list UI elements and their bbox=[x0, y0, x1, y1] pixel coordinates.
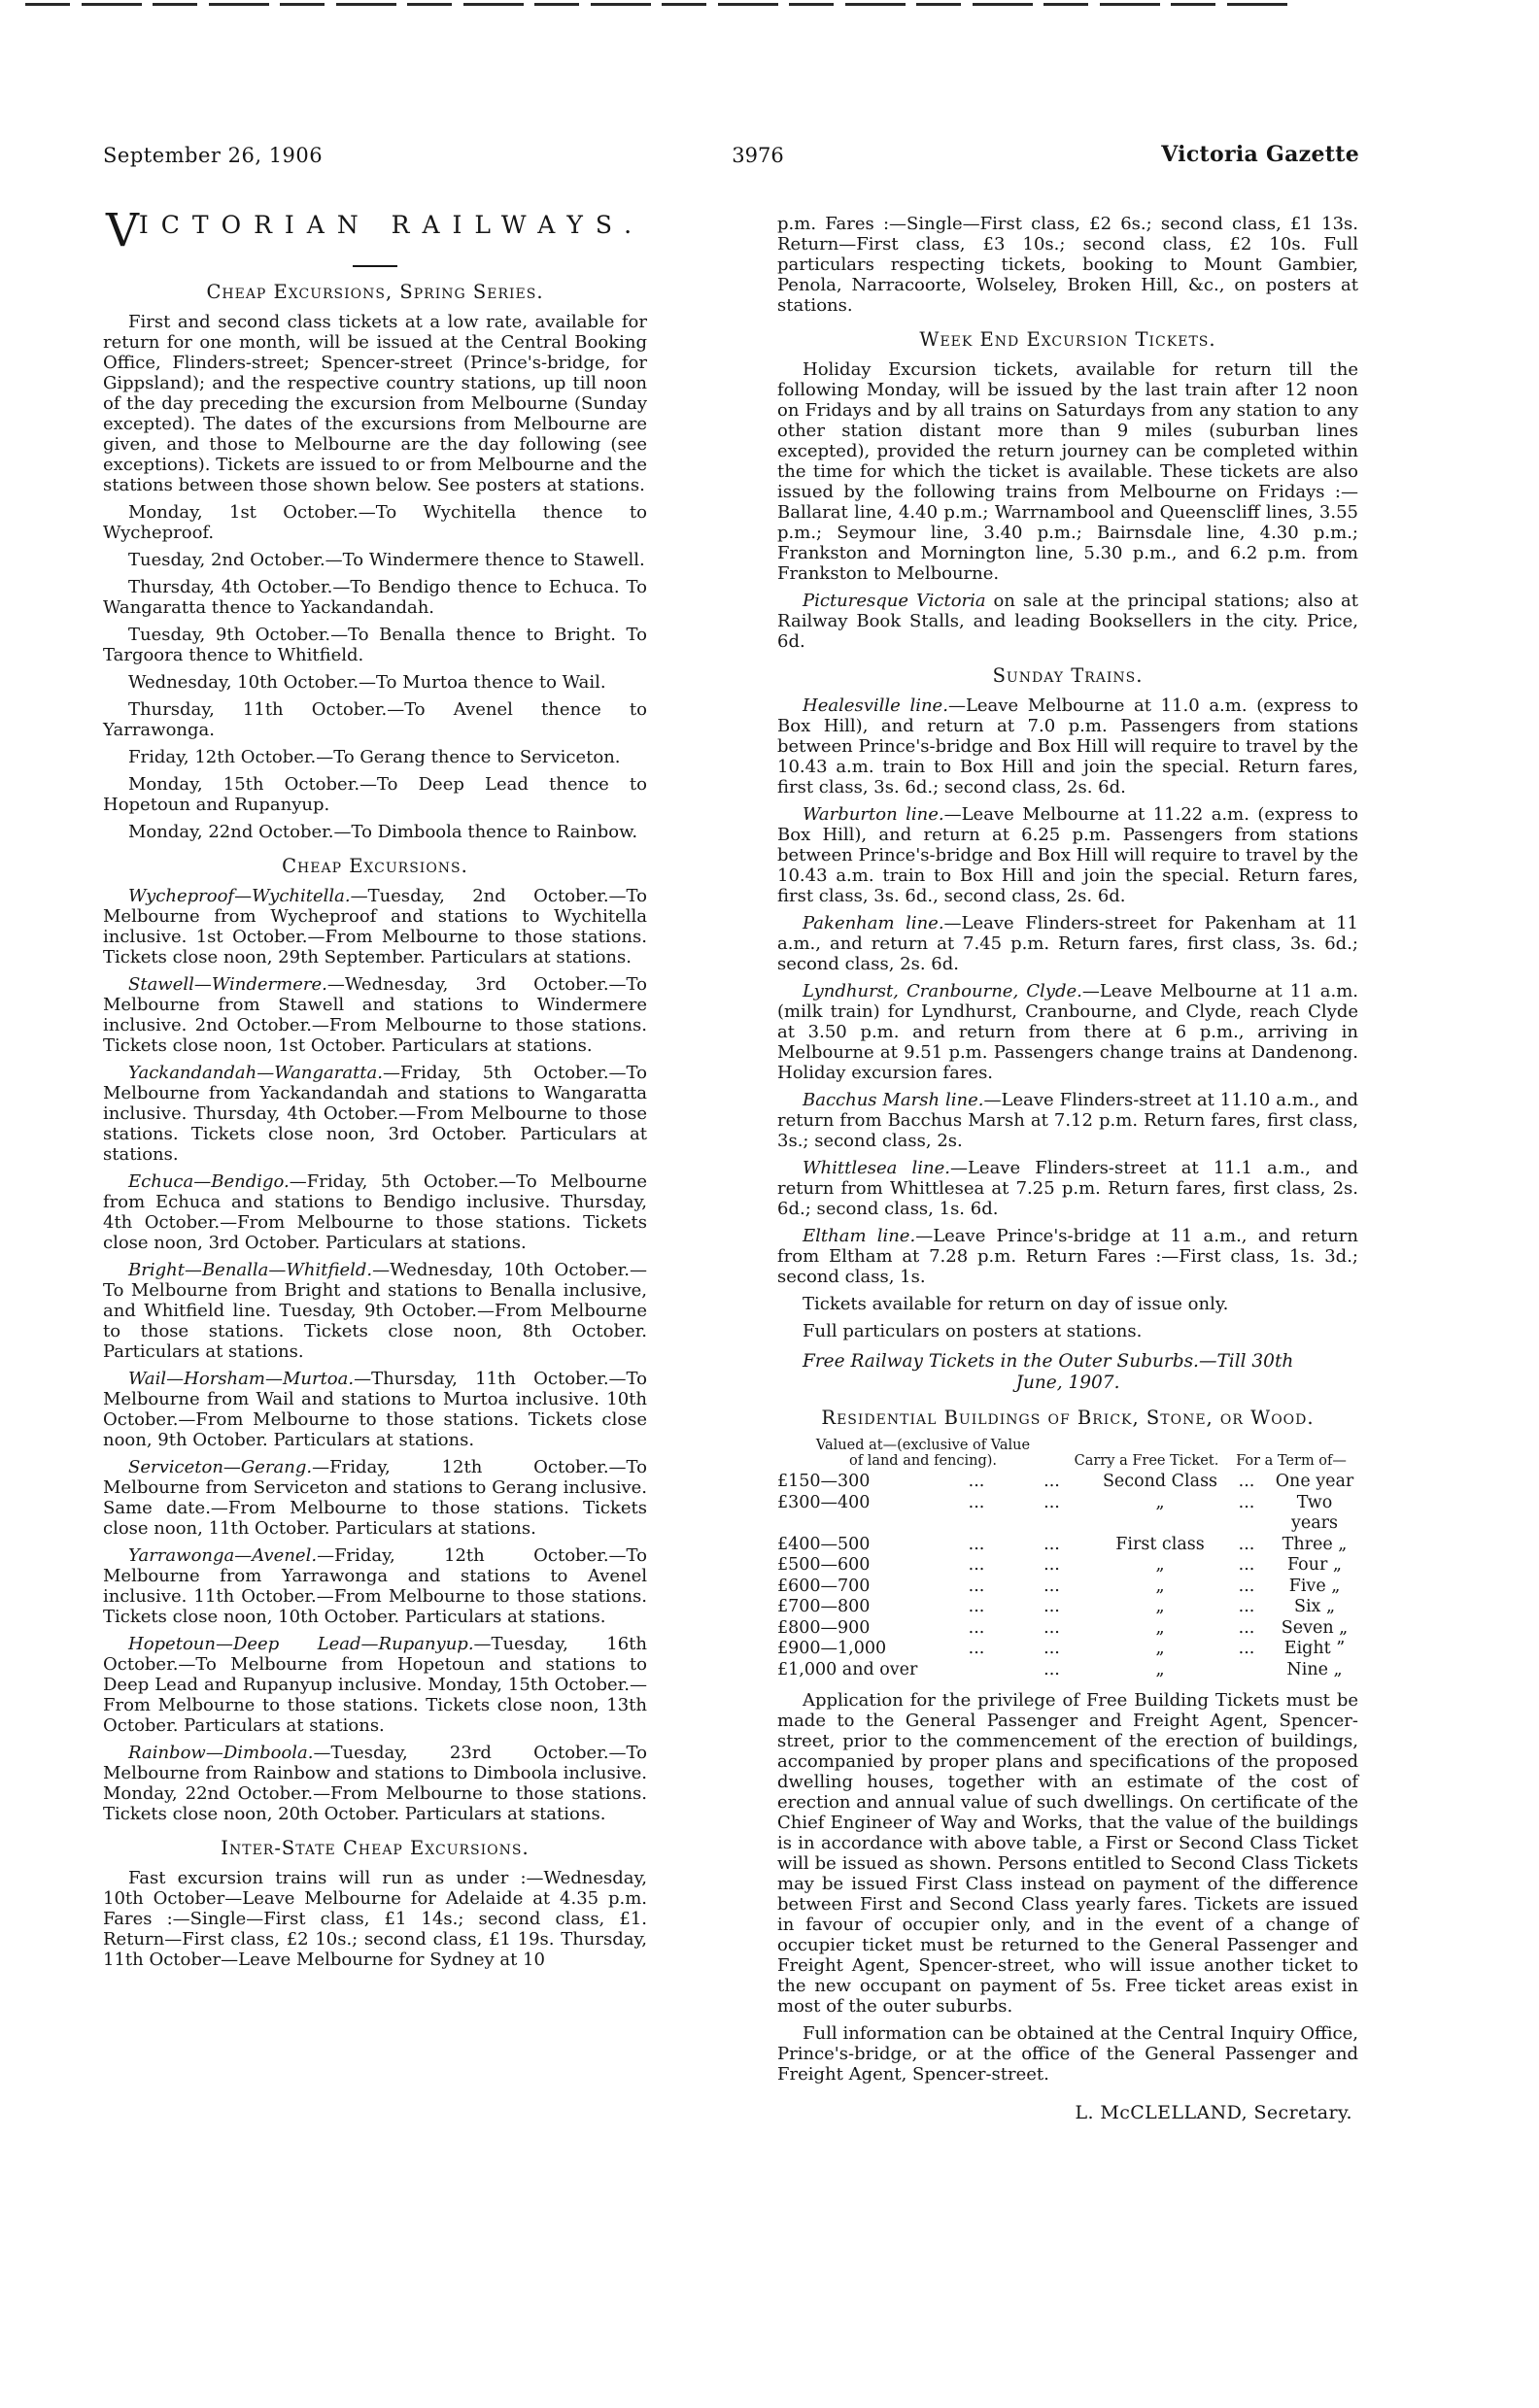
paragraph: Tickets available for return on day of issue only. bbox=[803, 1294, 1229, 1314]
table-cell: ... bbox=[1238, 1555, 1255, 1575]
page-number: 3976 bbox=[732, 144, 784, 167]
publication-title: Victoria Gazette bbox=[1161, 142, 1359, 167]
paragraph: Warburton line.—Leave Melbourne at 11.22 a.m. (express to Box Hill), and return at 6.25 p.m. Passengers from stations between Prince's-bridge and Box Hill will require to travel by the 10.43 a.m. train to Box Hill and join the special. Return fares, first class, 3s. 6d., second class, 2s. 6d. bbox=[777, 804, 1358, 906]
table-cell: ... bbox=[1043, 1659, 1060, 1679]
paragraph-lead: Echuca—Bendigo. bbox=[128, 1171, 290, 1192]
table-cell: £1,000 and over bbox=[777, 1659, 918, 1679]
table-cell: Eight ” bbox=[1283, 1639, 1346, 1658]
paragraph: Healesville line.—Leave Melbourne at 11.0 a.m. (express to Box Hill), and return at 7.0 p.m. Passengers from stations between Prince's-bridge and Box Hill will require to travel by the 10.43 a.m. train to Box Hill and join the special. Return fares, first class, 3s. 6d.; second class, 2s. 6d. bbox=[777, 695, 1358, 797]
table-cell: ... bbox=[1043, 1576, 1060, 1596]
table-cell: „ bbox=[1155, 1617, 1165, 1638]
paragraph: Monday, 1st October.—To Wychitella thence to Wycheproof. bbox=[103, 502, 647, 543]
italic-section-heading bbox=[777, 1351, 1358, 1394]
paragraph: Full particulars on posters at stations. bbox=[803, 1321, 1143, 1341]
paragraph: Whittlesea line.—Leave Flinders-street at 11.1 a.m., and return from Whittlesea at 7.25 p.m. Return fares, first class, 2s. 6d.; second class, 1s. 6d. bbox=[777, 1158, 1358, 1219]
paragraph: Application for the privilege of Free Building Tickets must be made to the General Passenger and Freight Agent, Spencer-street, prior to the commencement of the erection of buildings, accompanied by proper plans and specifications of the proposed dwelling houses, together with an estimate of the cost of erection and annual value of such dwellings. On certificate of the Chief Engineer of Way and Works, that the value of the buildings is in accordance with above table, a First or Second Class Ticket will be issued as shown. Persons entitled to Second Class Tickets may be issued First Class instead on payment of the difference between First and Second Class yearly fares. Tickets are issued in favour of occupier only, and in the event of a change of occupier ticket must be returned to the General Passenger and Freight Agent, Spencer-street, who will issue another ticket to the new occupant on payment of 5s. Free ticket areas exist in most of the outer suburbs. bbox=[777, 1690, 1358, 2017]
paragraph: Thursday, 11th October.—To Avenel thence to Yarrawonga. bbox=[103, 699, 647, 740]
heading-line: June, 1907. bbox=[1015, 1373, 1120, 1393]
heading-line: Free Railway Tickets in the Outer Suburbs.—Till 30th bbox=[803, 1351, 1294, 1372]
table-row bbox=[777, 1597, 1358, 1618]
table-cell: „ bbox=[1155, 1597, 1165, 1616]
paragraph: Tuesday, 2nd October.—To Windermere thence to Stawell. bbox=[128, 550, 645, 570]
table-cell: „ bbox=[1155, 1555, 1165, 1575]
paragraph: Hopetoun—Deep Lead—Rupanyup.—Tuesday, 16th October.—To Melbourne from Hopetoun and stations to Deep Lead and Rupanyup inclusive. Monday, 15th October.—From Melbourne to those stations. Tickets close noon, 13th October. Particulars at stations. bbox=[103, 1634, 647, 1736]
paragraph: Wycheproof—Wychitella.—Tuesday, 2nd October.—To Melbourne from Wycheproof and stations to Wychitella inclusive. 1st October.—From Melbourne to those stations. Tickets close noon, 29th September. Particulars at stations. bbox=[103, 886, 647, 967]
table-cell: £900—1,000 bbox=[777, 1639, 887, 1658]
table-row bbox=[777, 1493, 1358, 1535]
paragraph: Serviceton—Gerang.—Friday, 12th October.—To Melbourne from Serviceton and stations to Gerang inclusive. Same date.—From Melbourne to those stations. Tickets close noon, 11th October. Particulars at stations. bbox=[103, 1457, 647, 1539]
table-cell: First class bbox=[1115, 1534, 1205, 1554]
paragraph: Wednesday, 10th October.—To Murtoa thence to Wail. bbox=[128, 672, 606, 693]
table-cell: ... bbox=[1043, 1597, 1060, 1616]
table-row bbox=[777, 1472, 1358, 1493]
paragraph: First and second class tickets at a low rate, available for return for one month, will be issued at the Central Booking Office, Flinders-street; Spencer-street (Prince's-bridge, for Gippsland); and the respective country stations, up till noon of the day preceding the excursion from Melbourne (Sunday excepted). The dates of the excursions from Melbourne are given, and those to Melbourne are the day following (see exceptions). Tickets are issued to or from Melbourne and the stations between those shown below. See posters at stations. bbox=[103, 312, 647, 495]
paragraph-lead: Bacchus Marsh line. bbox=[803, 1090, 984, 1110]
table-cell: ... bbox=[1043, 1492, 1060, 1512]
paragraph: Echuca—Bendigo.—Friday, 5th October.—To Melbourne from Echuca and stations to Bendigo inclusive. Thursday, 4th October.—From Melbourne to those stations. Tickets close noon, 3rd October. Particulars at stations. bbox=[103, 1171, 647, 1253]
table-cell: ... bbox=[968, 1639, 985, 1658]
table-cell: £600—700 bbox=[777, 1576, 871, 1596]
table-cell: ... bbox=[1238, 1597, 1255, 1616]
table-cell: „ bbox=[1155, 1492, 1165, 1512]
paragraph: Pakenham line.—Leave Flinders-street for Pakenham at 11 a.m., and return at 7.45 p.m. Return fares, first class, 3s. 6d.; second class, 2s. 6d. bbox=[777, 913, 1358, 974]
paragraph: Stawell—Windermere.—Wednesday, 3rd October.—To Melbourne from Stawell and stations to Windermere inclusive. 2nd October.—From Melbourne to those stations. Tickets close noon, 1st October. Particulars at stations. bbox=[103, 974, 647, 1056]
paragraph-lead: Whittlesea line. bbox=[803, 1158, 950, 1178]
paragraph-lead: Lyndhurst, Cranbourne, Clyde. bbox=[803, 981, 1082, 1001]
table-row bbox=[777, 1577, 1358, 1598]
paragraph: Friday, 12th October.—To Gerang thence to Serviceton. bbox=[128, 747, 621, 767]
paragraph: Wail—Horsham—Murtoa.—Thursday, 11th October.—To Melbourne from Wail and stations to Murtoa inclusive. 10th October.—From Melbourne to those stations. Tickets close noon, 9th October. Particulars at stations. bbox=[103, 1369, 647, 1450]
paragraph: Monday, 22nd October.—To Dimboola thence to Rainbow. bbox=[128, 822, 638, 842]
table-cell: Second Class bbox=[1102, 1472, 1218, 1491]
paragraph-lead: Serviceton—Gerang. bbox=[128, 1457, 313, 1477]
table-header-ticket: Carry a Free Ticket. bbox=[1074, 1453, 1219, 1469]
table-header-term: For a Term of— bbox=[1236, 1453, 1347, 1469]
masthead-text: ICTORIAN RAILWAYS. bbox=[138, 211, 645, 239]
table-header-row bbox=[777, 1438, 1358, 1469]
table-cell: ... bbox=[1043, 1472, 1060, 1491]
table-cell: ... bbox=[968, 1534, 985, 1554]
table-header-line: Valued at—(exclusive of Value bbox=[815, 1438, 1031, 1453]
table-cell: ... bbox=[1238, 1576, 1255, 1596]
paragraph: Tuesday, 9th October.—To Benalla thence to Bright. To Targoora thence to Whitfield. bbox=[103, 625, 647, 665]
table-cell: „ bbox=[1155, 1576, 1165, 1596]
paragraph: Holiday Excursion tickets, available for return till the following Monday, will be issued by the last train after 12 noon on Fridays and by all trains on Saturdays from any station to any other station distant more than 9 miles (suburban lines excepted), provided the return journey can be completed within the time for which the ticket is available. These tickets are also issued by the following trains from Melbourne on Fridays :—Ballarat line, 4.40 p.m.; Warrnambool and Queenscliff lines, 3.55 p.m.; Seymour line, 3.40 p.m.; Bairnsdale line, 4.30 p.m.; Frankston and Mornington line, 5.30 p.m., and 6.2 p.m. from Frankston to Melbourne. bbox=[777, 359, 1358, 584]
paragraph-lead: Stawell—Windermere. bbox=[128, 974, 327, 995]
paragraph: Eltham line.—Leave Prince's-bridge at 11 a.m., and return from Eltham at 7.28 p.m. Return Fares :—First class, 1s. 3d.; second class, 1s. bbox=[777, 1226, 1358, 1287]
table-cell: Nine „ bbox=[1286, 1659, 1343, 1679]
paragraph-lead: Wycheproof—Wychitella. bbox=[128, 886, 351, 906]
section-heading: Sunday Trains. bbox=[992, 664, 1144, 687]
paragraph-lead: Bright—Benalla—Whitfield. bbox=[128, 1260, 373, 1280]
paragraph: Lyndhurst, Cranbourne, Clyde.—Leave Melbourne at 11 a.m. (milk train) for Lyndhurst, Cranbourne, and Clyde, reach Clyde at 3.50 p.m. and return from there at 6 p.m., arriving in Melbourne at 9.51 p.m. Passengers change trains at Dandenong. Holiday excursion fares. bbox=[777, 981, 1358, 1083]
table-cell: ... bbox=[1238, 1472, 1255, 1491]
table-cell: Five „ bbox=[1288, 1576, 1341, 1596]
issue-date: September 26, 1906 bbox=[103, 144, 324, 167]
left-column bbox=[103, 204, 647, 1977]
table-cell: „ bbox=[1155, 1639, 1165, 1658]
table-cell: £400—500 bbox=[777, 1534, 871, 1554]
scan-artifact-line bbox=[25, 3, 1288, 6]
paragraph-lead: Wail—Horsham—Murtoa. bbox=[128, 1369, 355, 1389]
paragraph-lead: Healesville line. bbox=[803, 695, 948, 716]
free-ticket-table bbox=[777, 1438, 1358, 1680]
paragraph-lead: Rainbow—Dimboola. bbox=[128, 1743, 314, 1763]
paragraph: Bright—Benalla—Whitfield.—Wednesday, 10th October.—To Melbourne from Bright and stations to Benalla inclusive, and Whitfield line. Tuesday, 9th October.—From Melbourne to those stations. Tickets close noon, 8th October. Particulars at stations. bbox=[103, 1260, 647, 1362]
paragraph: Bacchus Marsh line.—Leave Flinders-street at 11.10 a.m., and return from Bacchus Marsh at 7.12 p.m. Return fares, first class, 3s.; second class, 2s. bbox=[777, 1090, 1358, 1151]
table-cell: ... bbox=[968, 1597, 985, 1616]
table-cell: ... bbox=[968, 1472, 985, 1491]
table-cell bbox=[1222, 1660, 1271, 1681]
section-heading: Residential Buildings of Brick, Stone, or Wood. bbox=[821, 1407, 1315, 1429]
table-header-valued-at bbox=[777, 1438, 1069, 1469]
masthead-rule bbox=[353, 265, 397, 267]
article-masthead bbox=[103, 204, 647, 257]
paragraph-lead: Picturesque Victoria bbox=[803, 591, 986, 611]
table-cell: £700—800 bbox=[777, 1597, 871, 1616]
table-cell: ... bbox=[1043, 1639, 1060, 1658]
table-cell: £500—600 bbox=[777, 1555, 871, 1575]
right-column bbox=[777, 214, 1358, 2123]
table-cell: „ bbox=[1155, 1659, 1165, 1679]
paragraph: Thursday, 4th October.—To Bendigo thence to Echuca. To Wangaratta thence to Yackandandah. bbox=[103, 577, 647, 618]
table-cell: ... bbox=[1043, 1617, 1060, 1638]
table-cell: One year bbox=[1275, 1472, 1354, 1491]
left-column-blocks bbox=[103, 281, 647, 1970]
table-cell: Six „ bbox=[1293, 1597, 1336, 1616]
section-heading: Cheap Excursions, Spring Series. bbox=[206, 281, 544, 303]
paragraph-lead: Eltham line. bbox=[803, 1226, 916, 1246]
table-row bbox=[777, 1535, 1358, 1556]
paragraph: Monday, 15th October.—To Deep Lead thence to Hopetoun and Rupanyup. bbox=[103, 774, 647, 815]
paragraph: Picturesque Victoria on sale at the principal stations; also at Railway Book Stalls, and leading Booksellers in the city. Price, 6d. bbox=[777, 591, 1358, 652]
table-cell: ... bbox=[968, 1617, 985, 1638]
table-cell: ... bbox=[1238, 1639, 1255, 1658]
paragraph: Yackandandah—Wangaratta.—Friday, 5th October.—To Melbourne from Yackandandah and stations to Wangaratta inclusive. Thursday, 4th October.—From Melbourne to those stations. Tickets close noon, 3rd October. Particulars at stations. bbox=[103, 1063, 647, 1165]
masthead-dropcap: V bbox=[105, 204, 139, 257]
table-cell: ... bbox=[1238, 1534, 1255, 1554]
table-cell: Seven „ bbox=[1281, 1617, 1349, 1638]
table-row bbox=[777, 1618, 1358, 1640]
table-cell: ... bbox=[968, 1576, 985, 1596]
table-row bbox=[777, 1639, 1358, 1660]
paragraph: Fast excursion trains will run as under :—Wednesday, 10th October—Leave Melbourne for Adelaide at 4.35 p.m. Fares :—Single—First class, £1 14s.; second class, £1. Return—First class, £2 10s.; second class, £1 19s. Thursday, 11th October—Leave Melbourne for Sydney at 10 bbox=[103, 1868, 647, 1970]
section-heading: Inter-State Cheap Excursions. bbox=[221, 1837, 530, 1859]
table-cell bbox=[947, 1660, 1006, 1681]
section-heading: Week End Excursion Tickets. bbox=[919, 328, 1216, 351]
paragraph-lead: Yarrawonga—Avenel. bbox=[128, 1545, 318, 1566]
paragraph: Full information can be obtained at the Central Inquiry Office, Prince's-bridge, or at the office of the General Passenger and Freight Agent, Spencer-street. bbox=[777, 2023, 1358, 2085]
paragraph-lead: Warburton line. bbox=[803, 804, 944, 825]
table-row bbox=[777, 1660, 1358, 1681]
table-cell: £800—900 bbox=[777, 1617, 871, 1638]
right-column-blocks bbox=[777, 214, 1358, 2085]
paragraph-lead: Pakenham line. bbox=[803, 913, 944, 933]
paragraph-lead: Yackandandah—Wangaratta. bbox=[128, 1063, 383, 1083]
paragraph-lead: Hopetoun—Deep Lead—Rupanyup. bbox=[128, 1634, 474, 1654]
table-cell: ... bbox=[1238, 1492, 1255, 1512]
section-heading: Cheap Excursions. bbox=[282, 855, 468, 877]
paragraph: p.m. Fares :—Single—First class, £2 6s.; second class, £1 13s. Return—First class, £3 10s.; second class, £2 10s. Full particulars respecting tickets, booking to Mount Gambier, Penola, Narracoorte, Wolseley, Broken Hill, &c., on posters at stations. bbox=[777, 214, 1358, 316]
table-cell: ... bbox=[1043, 1555, 1060, 1575]
table-header-line: of land and fencing). bbox=[848, 1453, 998, 1469]
table-cell: ... bbox=[968, 1492, 985, 1512]
table-cell: £150—300 bbox=[777, 1472, 871, 1491]
table-cell: Two years bbox=[1290, 1492, 1339, 1533]
table-cell: Three „ bbox=[1282, 1534, 1348, 1554]
table-cell: ... bbox=[968, 1555, 985, 1575]
table-row bbox=[777, 1555, 1358, 1577]
table-cell: £300—400 bbox=[777, 1492, 871, 1512]
secretary-signature: L. McCLELLAND, Secretary. bbox=[1075, 2102, 1352, 2123]
paragraph: Yarrawonga—Avenel.—Friday, 12th October.—To Melbourne from Yarrawonga and stations to Avenel inclusive. 11th October.—From Melbourne to those stations. Tickets close noon, 10th October. Particulars at stations. bbox=[103, 1545, 647, 1627]
table-cell: Four „ bbox=[1287, 1555, 1342, 1575]
paragraph: Rainbow—Dimboola.—Tuesday, 23rd October.—To Melbourne from Rainbow and stations to Dimboola inclusive. Monday, 22nd October.—From Melbourne to those stations. Tickets close noon, 20th October. Particulars at stations. bbox=[103, 1743, 647, 1824]
table-cell: ... bbox=[1238, 1617, 1255, 1638]
table-cell: ... bbox=[1043, 1534, 1060, 1554]
